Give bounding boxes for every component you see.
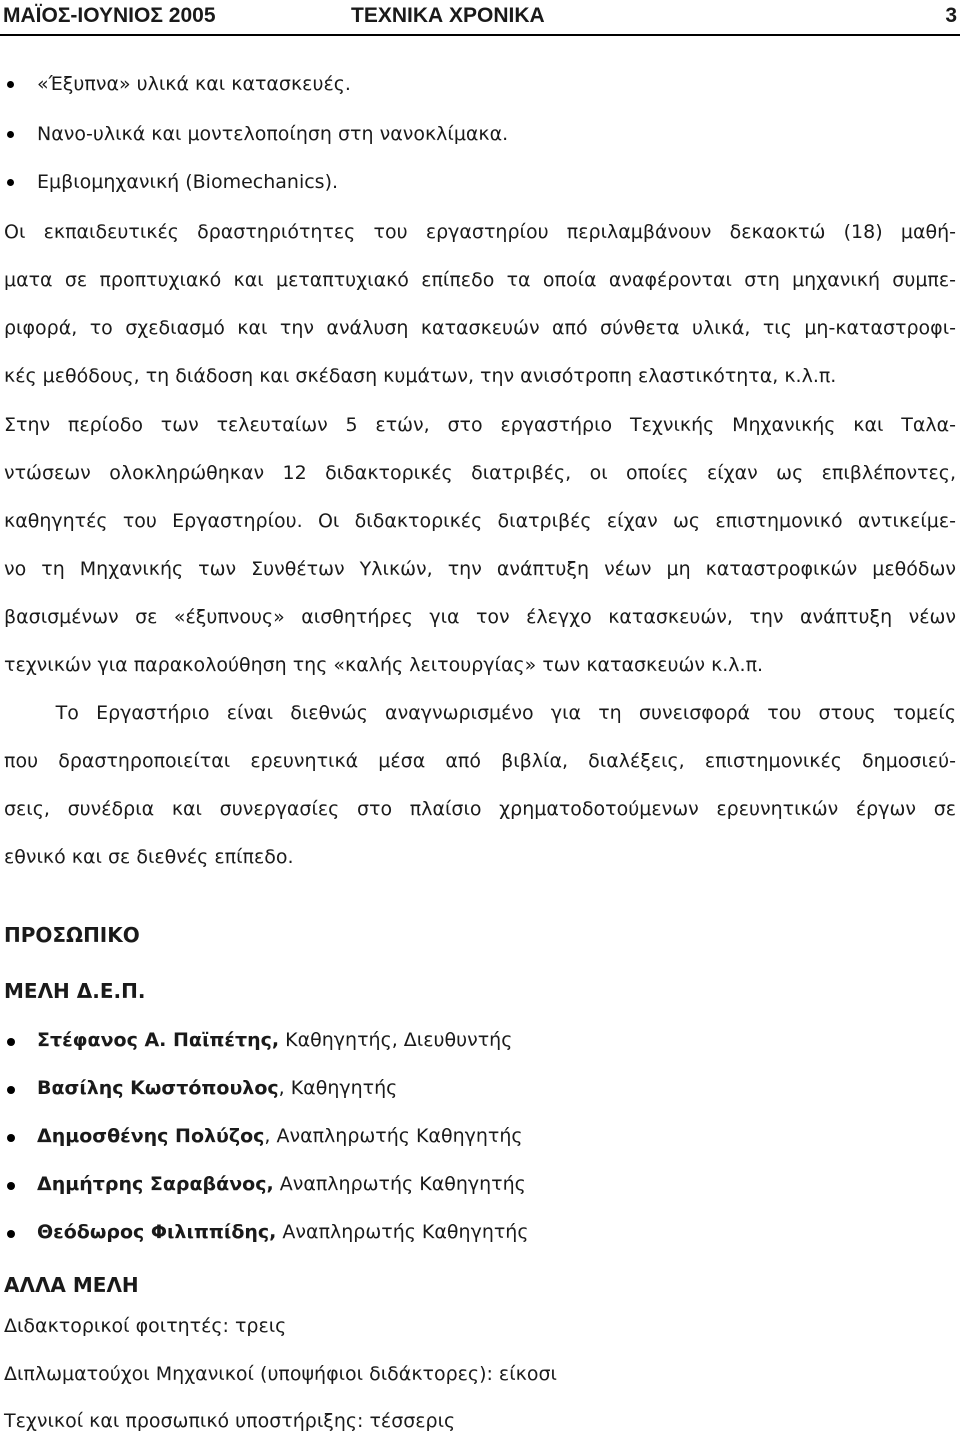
staff-role: , Καθηγητής bbox=[278, 1077, 398, 1099]
staff-name: Δημήτρης Σαραβάνος, bbox=[37, 1173, 274, 1195]
list-item: «Έξυπνα» υλικά και κατασκευές. bbox=[37, 73, 351, 95]
staff-member bbox=[37, 1075, 397, 1101]
other-member-line: Διδακτορικοί φοιτητές: τρεις bbox=[4, 1315, 287, 1337]
paragraph-line: σεις, συνέδρια και συνεργασίες στο πλαίσιο χρηματοδοτούμενων ερευνητικών έργων σε bbox=[4, 798, 956, 820]
paragraph-line: καθηγητές του Εργαστηρίου. Οι διδακτορικές διατριβές είχαν ως επιστημονικό αντικείμε- bbox=[4, 510, 956, 532]
section-heading: ΑΛΛΑ ΜΕΛΗ bbox=[4, 1273, 139, 1297]
staff-name: Στέφανος Α. Παϊπέτης, bbox=[37, 1029, 280, 1051]
header-journal-title: ΤΕΧΝΙΚΑ ΧΡΟΝΙΚΑ bbox=[351, 4, 545, 27]
staff-member bbox=[37, 1219, 529, 1245]
paragraph-line: ριφορά, το σχεδιασμό και την ανάλυση κατασκευών από σύνθετα υλικά, τις μη-καταστροφι- bbox=[4, 317, 956, 339]
paragraph-line: Το Εργαστήριο είναι διεθνώς αναγνωρισμένο για τη συνεισφορά του στους τομείς bbox=[4, 702, 956, 724]
paragraph-line: ντώσεων ολοκληρώθηκαν 12 διδακτορικές διατριβές, οι οποίες είχαν ως επιβλέποντες, bbox=[4, 462, 956, 484]
paragraph-line: που δραστηροποιείται ερευνητικά μέσα από βιβλία, διαλέξεις, επιστημονικές δημοσιεύ- bbox=[4, 750, 956, 772]
staff-member bbox=[37, 1027, 512, 1053]
staff-role: Αναπληρωτής Καθηγητής bbox=[273, 1173, 526, 1195]
staff-name: Θεόδωρος Φιλιππίδης, bbox=[37, 1221, 277, 1243]
list-item: Νανο-υλικά και μοντελοποίηση στη νανοκλίμακα. bbox=[37, 123, 509, 145]
staff-member bbox=[37, 1171, 526, 1197]
subsection-heading: ΜΕΛΗ Δ.Ε.Π. bbox=[4, 979, 146, 1003]
other-member-line: Τεχνικοί και προσωπικό υποστήριξης: τέσσερις bbox=[4, 1410, 456, 1432]
paragraph-line: τεχνικών για παρακολούθηση της «καλής λειτουργίας» των κατασκευών κ.λ.π. bbox=[4, 654, 764, 676]
paragraph-line: Οι εκπαιδευτικές δραστηριότητες του εργαστηρίου περιλαμβάνουν δεκαοκτώ (18) μαθή- bbox=[4, 221, 956, 243]
paragraph-line: κές μεθόδους, τη διάδοση και σκέδαση κυμάτων, την ανισότροπη ελαστικότητα, κ.λ.π. bbox=[4, 365, 837, 387]
staff-role: , Αναπληρωτής Καθηγητής bbox=[264, 1125, 523, 1147]
page-header bbox=[0, 0, 960, 36]
paragraph-line: ματα σε προπτυχιακό και μεταπτυχιακό επίπεδο τα οποία αναφέρονται στη μηχανική συμπε- bbox=[4, 269, 956, 291]
paragraph-line: νο τη Μηχανικής των Συνθέτων Υλικών, την ανάπτυξη νέων μη καταστροφικών μεθόδων bbox=[4, 558, 956, 580]
staff-role: Αναπληρωτής Καθηγητής bbox=[276, 1221, 529, 1243]
list-item: Εμβιομηχανική (Biomechanics). bbox=[37, 171, 339, 193]
other-member-line: Διπλωματούχοι Μηχανικοί (υποψήφιοι διδάκτορες): είκοσι bbox=[4, 1363, 557, 1385]
staff-name: Βασίλης Κωστόπουλος bbox=[37, 1077, 279, 1099]
header-page-number: 3 bbox=[945, 4, 957, 27]
staff-member bbox=[37, 1123, 523, 1149]
paragraph-line: Στην περίοδο των τελευταίων 5 ετών, στο εργαστήριο Τεχνικής Μηχανικής και Ταλα- bbox=[4, 414, 956, 436]
paragraph-line: βασισμένων σε «έξυπνους» αισθητήρες για τον έλεγχο κατασκευών, την ανάπτυξη νέων bbox=[4, 606, 956, 628]
staff-name: Δημοσθένης Πολύζος bbox=[37, 1125, 265, 1147]
header-date: ΜΑΪΟΣ-ΙΟΥΝΙΟΣ 2005 bbox=[3, 4, 216, 27]
paragraph-line: εθνικό και σε διεθνές επίπεδο. bbox=[4, 846, 294, 868]
staff-role: Καθηγητής, Διευθυντής bbox=[279, 1029, 513, 1051]
section-heading: ΠΡΟΣΩΠΙΚΟ bbox=[4, 923, 140, 947]
